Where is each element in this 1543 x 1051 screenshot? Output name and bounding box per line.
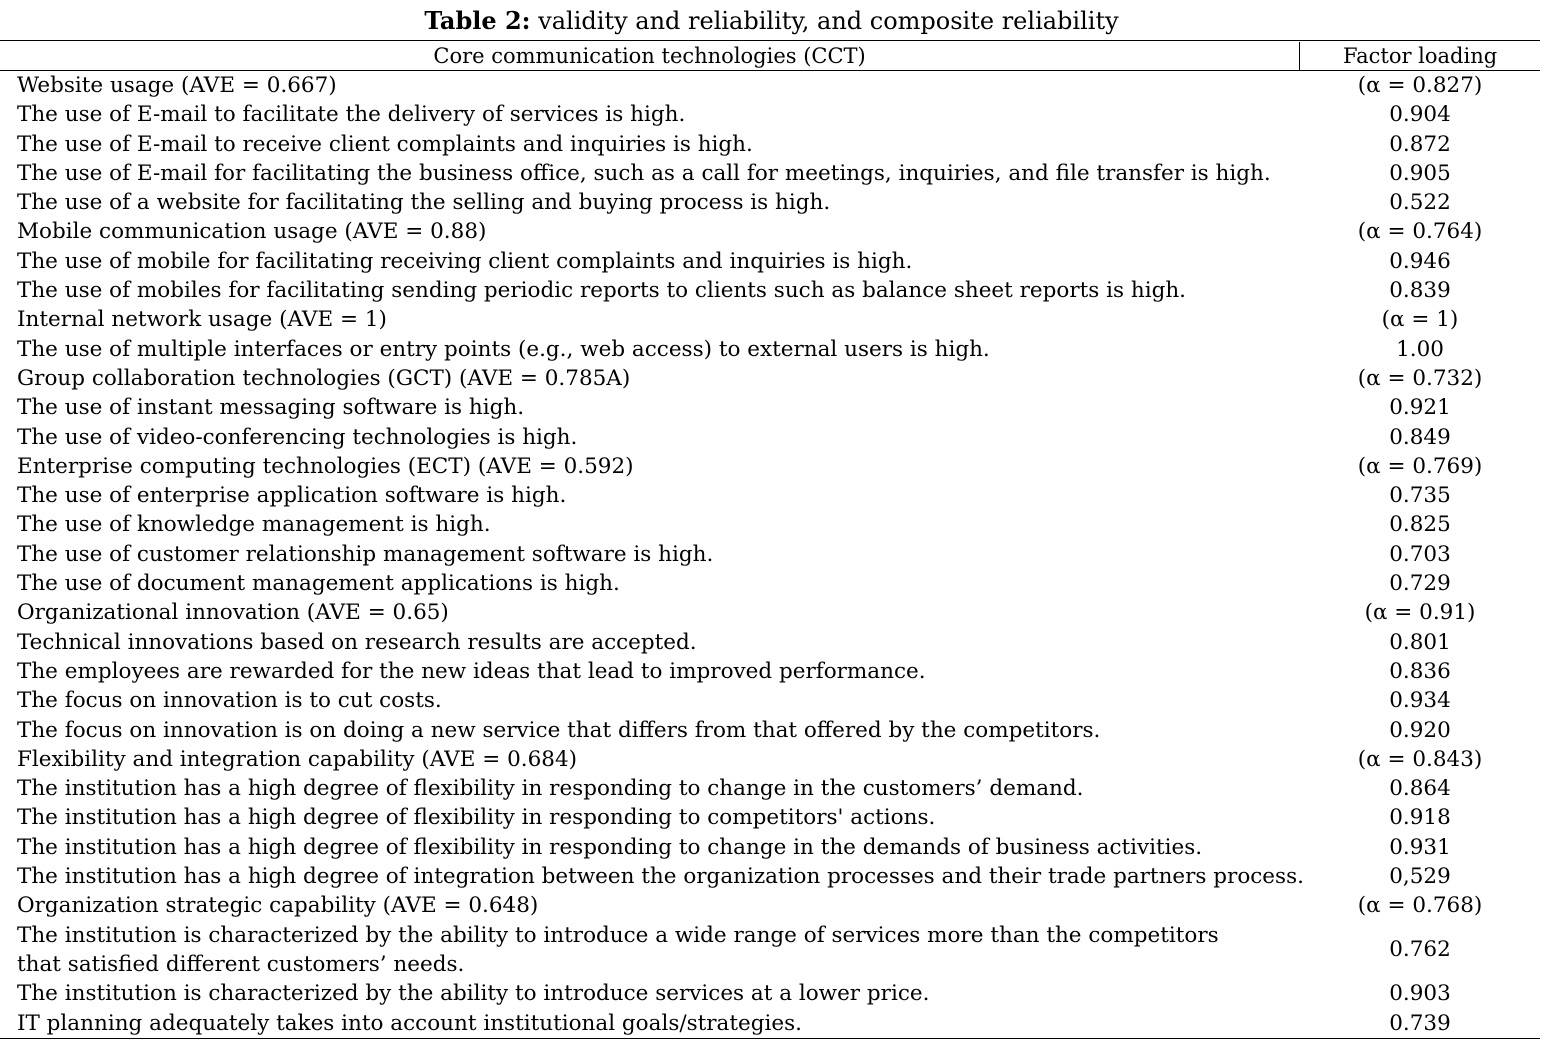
header-construct: Core communication technologies (CCT) <box>433 44 866 68</box>
table-row <box>0 569 1540 598</box>
row-factor-loading: 0.703 <box>1389 541 1451 567</box>
row-factor-loading: 0.864 <box>1389 776 1451 802</box>
row-factor-loading: 0.872 <box>1389 131 1451 157</box>
row-factor-loading: (α = 0.91) <box>1364 600 1476 626</box>
table-row <box>0 598 1540 627</box>
row-factor-loading: 0.905 <box>1389 160 1451 186</box>
row-factor-loading: 0.801 <box>1389 629 1451 655</box>
row-item-text: The use of E-mail to receive client complaints and inquiries is high. <box>17 131 753 157</box>
row-item-text: Internal network usage (AVE = 1) <box>17 307 387 333</box>
row-factor-loading: (α = 0.769) <box>1357 453 1483 479</box>
table-row <box>0 862 1540 891</box>
row-item-text: The use of instant messaging software is high. <box>17 395 525 421</box>
row-item-text: Enterprise computing technologies (ECT) (AVE = 0.592) <box>17 453 634 479</box>
row-item-text: Flexibility and integration capability (AVE = 0.684) <box>17 746 578 772</box>
table-row <box>0 628 1540 657</box>
row-item-text: The use of document management applications is high. <box>17 571 620 597</box>
row-item-text: The use of mobiles for facilitating sending periodic reports to clients such as balance sheet reports is high. <box>17 278 1187 304</box>
row-item-text: The institution has a high degree of integration between the organization processes and their trade partners process. <box>17 864 1304 890</box>
table-header-row <box>0 41 1540 71</box>
table-row <box>0 130 1540 159</box>
table-row <box>0 100 1540 129</box>
row-factor-loading: 0.849 <box>1389 424 1451 450</box>
row-item-text: The institution is characterized by the ability to introduce a wide range of services more than the competitors that satisfied different customers’ needs. <box>17 922 1219 977</box>
table-row <box>0 452 1540 481</box>
table-row <box>0 510 1540 539</box>
table-row <box>0 803 1540 832</box>
row-item-text: The focus on innovation is on doing a new service that differs from that offered by the competitors. <box>17 717 1101 743</box>
row-factor-loading: (α = 0.764) <box>1357 219 1483 245</box>
row-factor-loading: 0.522 <box>1389 190 1451 216</box>
row-factor-loading: 0.903 <box>1389 981 1451 1007</box>
data-table <box>0 40 1540 1039</box>
row-factor-loading: 0.904 <box>1389 102 1451 128</box>
table-row <box>0 423 1540 452</box>
row-factor-loading: 0.934 <box>1389 688 1451 714</box>
row-item-text: The institution is characterized by the ability to introduce services at a lower price. <box>17 981 930 1007</box>
table-row <box>0 393 1540 422</box>
table-row <box>0 686 1540 715</box>
table-row <box>0 71 1540 100</box>
table-row <box>0 335 1540 364</box>
header-factor-loading: Factor loading <box>1299 42 1540 70</box>
row-item-text: The use of knowledge management is high. <box>17 512 491 538</box>
row-factor-loading: (α = 0.827) <box>1357 73 1483 98</box>
row-item-text: The focus on innovation is to cut costs. <box>17 688 442 714</box>
row-item-text: The use of video-conferencing technologies is high. <box>17 424 578 450</box>
row-item-text: The use of customer relationship management software is high. <box>17 541 714 567</box>
row-factor-loading: (α = 0.843) <box>1357 746 1483 772</box>
row-item-text: Website usage (AVE = 0.667) <box>17 73 337 98</box>
row-item-text: The institution has a high degree of flexibility in responding to competitors' actions. <box>17 805 936 831</box>
row-factor-loading: (α = 0.732) <box>1357 365 1483 391</box>
row-item-text: The use of multiple interfaces or entry points (e.g., web access) to external users is high. <box>17 336 990 362</box>
row-factor-loading: 0.762 <box>1389 937 1451 963</box>
row-factor-loading: 1.00 <box>1396 336 1444 362</box>
table-body <box>0 71 1540 1038</box>
row-item-text: The use of a website for facilitating the selling and buying process is high. <box>17 190 831 216</box>
row-item-text: The institution has a high degree of flexibility in responding to change in the demands of business activities. <box>17 834 1203 860</box>
row-factor-loading: 0.735 <box>1389 483 1451 509</box>
row-factor-loading: 0.946 <box>1389 248 1451 274</box>
table-row <box>0 481 1540 510</box>
table-row <box>0 657 1540 686</box>
row-factor-loading: 0,529 <box>1389 864 1451 890</box>
table-row <box>0 247 1540 276</box>
table-row <box>0 745 1540 774</box>
table-row <box>0 833 1540 862</box>
table-row <box>0 540 1540 569</box>
row-factor-loading: 0.839 <box>1389 278 1451 304</box>
row-item-text: Group collaboration technologies (GCT) (AVE = 0.785A) <box>17 365 631 391</box>
table-row <box>0 979 1540 1008</box>
row-item-text: Organizational innovation (AVE = 0.65) <box>17 600 449 626</box>
row-factor-loading: (α = 0.768) <box>1357 893 1483 919</box>
row-factor-loading: 0.739 <box>1389 1010 1451 1036</box>
table-row <box>0 891 1540 920</box>
table-caption-label: Table 2: <box>424 6 531 35</box>
table-row <box>0 276 1540 305</box>
row-item-text: The use of mobile for facilitating receiving client complaints and inquiries is high. <box>17 248 913 274</box>
row-item-text: Mobile communication usage (AVE = 0.88) <box>17 219 487 245</box>
row-factor-loading: 0.931 <box>1389 834 1451 860</box>
row-item-text: The use of enterprise application software is high. <box>17 483 567 509</box>
row-item-text: IT planning adequately takes into account institutional goals/strategies. <box>17 1010 802 1036</box>
table-caption-text: validity and reliability, and composite reliability <box>530 7 1119 35</box>
row-factor-loading: 0.836 <box>1389 658 1451 684</box>
row-item-text: The employees are rewarded for the new ideas that lead to improved performance. <box>17 658 926 684</box>
row-factor-loading: 0.920 <box>1389 717 1451 743</box>
row-factor-loading: 0.825 <box>1389 512 1451 538</box>
row-item-text: The use of E-mail to facilitate the delivery of services is high. <box>17 102 686 128</box>
row-factor-loading: 0.729 <box>1389 571 1451 597</box>
row-factor-loading: (α = 1) <box>1381 307 1459 333</box>
row-item-text: Technical innovations based on research results are accepted. <box>17 629 697 655</box>
table-caption <box>0 6 1543 36</box>
row-item-text: The use of E-mail for facilitating the business office, such as a call for meetings, inquiries, and file transfer is high. <box>17 160 1271 186</box>
table-row <box>0 217 1540 246</box>
row-factor-loading: 0.918 <box>1389 805 1451 831</box>
table-row <box>0 188 1540 217</box>
table-row <box>0 305 1540 334</box>
table-row <box>0 716 1540 745</box>
table-row <box>0 1009 1540 1038</box>
row-item-text: Organization strategic capability (AVE = 0.648) <box>17 893 539 919</box>
row-item-text: The institution has a high degree of flexibility in responding to change in the customers’ demand. <box>17 776 1084 802</box>
table-row <box>0 921 1540 980</box>
table-row <box>0 364 1540 393</box>
table-row <box>0 774 1540 803</box>
row-factor-loading: 0.921 <box>1389 395 1451 421</box>
table-row <box>0 159 1540 188</box>
